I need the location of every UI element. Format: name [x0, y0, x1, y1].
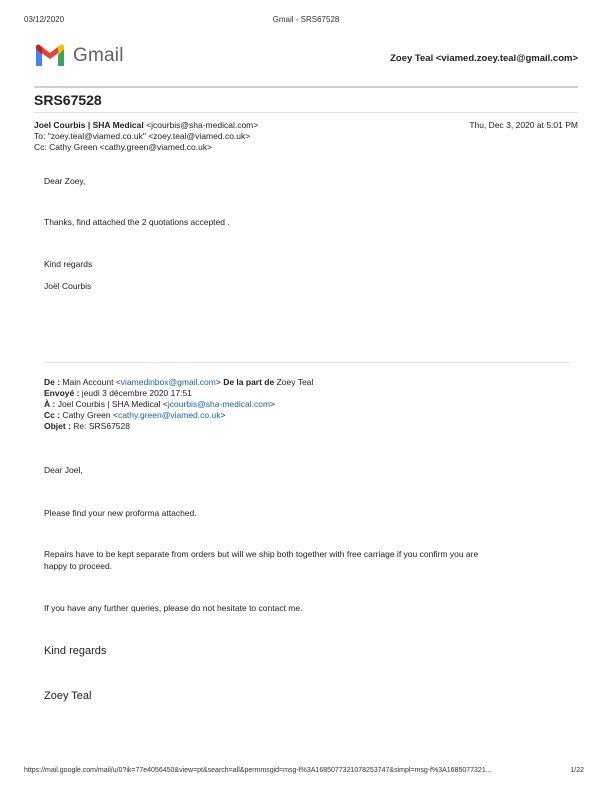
quoted-from-label: De : [44, 377, 61, 387]
quoted-sent-label: Envoyé : [44, 388, 80, 398]
quoted-line-proforma: Please find your new proforma attached. [44, 508, 197, 518]
quoted-to-email-link[interactable]: jcourbis@sha-medical.com [167, 399, 271, 409]
quoted-to-label: À : [44, 399, 56, 409]
body-signature: Joël Courbis [44, 281, 92, 291]
body-closing: Kind regards [44, 259, 93, 269]
quoted-cc-name: Cathy Green < [60, 410, 118, 420]
quoted-from-line [44, 377, 313, 388]
quoted-line-repairs-cont: happy to proceed. [44, 561, 113, 571]
quoted-sent-value: jeudi 3 décembre 2020 17:51 [79, 388, 192, 398]
quoted-closing: Kind regards [44, 645, 107, 657]
quoted-cc-bracket: > [220, 410, 226, 420]
quote-divider [44, 362, 570, 363]
body-greeting: Dear Zoey, [44, 176, 86, 186]
quoted-from-email-link[interactable]: viamedinbox@gmail.com [120, 377, 216, 387]
quoted-to-bracket: > [270, 399, 276, 409]
quoted-to-line [44, 399, 275, 410]
quoted-subject-line [44, 421, 130, 432]
quoted-from-bracket: > [215, 377, 221, 387]
quoted-sent-line [44, 388, 192, 399]
quoted-line-repairs: Repairs have to be kept separate from orders but will we ship both together with free carriage if you confirm you are [44, 549, 479, 559]
quoted-greeting: Dear Joel, [44, 465, 83, 475]
gmail-logo[interactable] [34, 44, 134, 70]
account-identity: Zoey Teal <viamed.zoey.teal@gmail.com> [390, 53, 578, 64]
gmail-wordmark: Gmail [73, 45, 124, 66]
sender-email[interactable]: <jcourbis@sha-medical.com> [146, 120, 259, 130]
header-divider [34, 86, 578, 88]
print-date: 03/12/2020 [24, 15, 65, 24]
message-date: Thu, Dec 3, 2020 at 5:01 PM [469, 120, 578, 130]
email-subject: SRS67528 [34, 92, 102, 108]
quoted-cc-email-link[interactable]: cathy.green@viamed.co.uk [117, 410, 221, 420]
on-behalf-label: De la part de [220, 377, 275, 387]
cc-line: Cc: Cathy Green <cathy.green@viamed.co.uk> [34, 142, 213, 152]
gmail-envelope-icon [34, 44, 66, 68]
quoted-from-name: Main Account < [60, 377, 121, 387]
quoted-subject-value: Re: SRS67528 [70, 421, 130, 431]
body-line: Thanks, find attached the 2 quotations accepted . [44, 217, 230, 227]
to-line: To: "zoey.teal@viamed.co.uk" <zoey.teal@viamed.co.uk> [34, 131, 251, 141]
footer-page-number: 1/22 [570, 767, 584, 774]
quoted-subject-label: Objet : [44, 421, 71, 431]
print-title: Gmail - SRS67528 [272, 15, 340, 24]
sender-line [34, 120, 258, 131]
quoted-cc-label: Cc : [44, 410, 61, 420]
quoted-line-queries: If you have any further queries, please do not hesitate to contact me. [44, 603, 303, 613]
on-behalf-value: Zoey Teal [274, 377, 314, 387]
quoted-signature: Zoey Teal [44, 690, 92, 702]
sender-name: Joel Courbis | SHA Medical [34, 120, 144, 130]
subject-divider [34, 112, 578, 113]
quoted-cc-line [44, 410, 225, 421]
quoted-to-name: Joel Courbis | SHA Medical < [55, 399, 168, 409]
footer-url: https://mail.google.com/mail/u/0?ik=77e4056450&view=pt&search=all&permmsgid=msg-f%3A1685077321078253747&simpl=msg-f%3A1685077321... [24, 767, 492, 774]
